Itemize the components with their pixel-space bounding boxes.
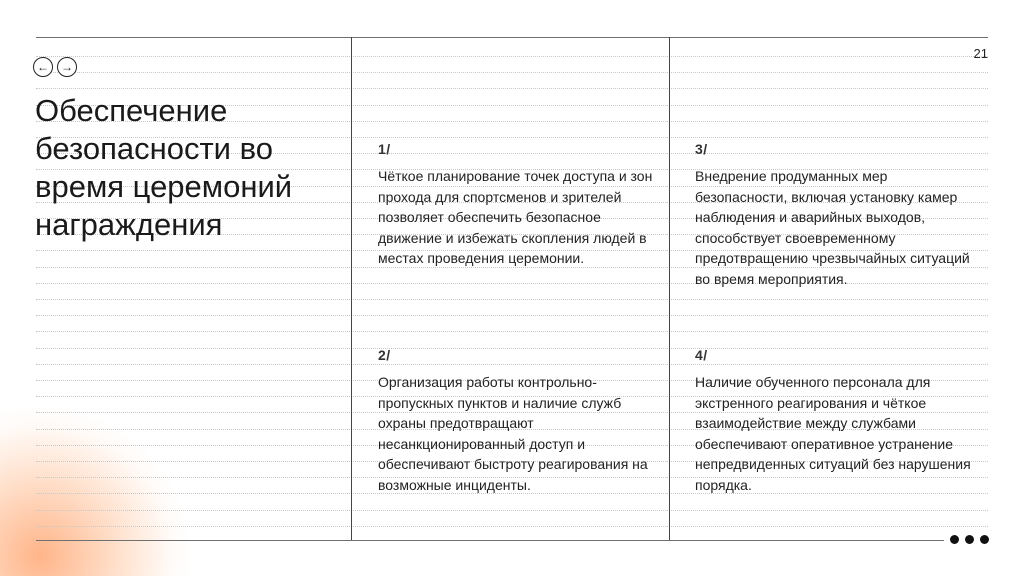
back-glyph: ← bbox=[37, 60, 49, 74]
dotted-rule-line bbox=[36, 299, 988, 300]
card-1 bbox=[378, 141, 663, 269]
dotted-rule-line bbox=[36, 510, 988, 511]
dot bbox=[965, 535, 974, 544]
dot bbox=[980, 535, 989, 544]
arrow-right-circle-icon[interactable] bbox=[57, 57, 77, 77]
dotted-rule-line bbox=[36, 331, 988, 332]
dot bbox=[950, 535, 959, 544]
dotted-rule-line bbox=[36, 72, 988, 73]
card-number: 1/ bbox=[378, 141, 391, 157]
slide-navigation bbox=[33, 57, 77, 77]
column-divider-left bbox=[351, 37, 352, 540]
card-number: 4/ bbox=[695, 347, 708, 363]
bottom-rule bbox=[36, 540, 944, 541]
more-dots-icon[interactable] bbox=[950, 535, 989, 544]
dotted-rule-line bbox=[36, 88, 988, 89]
dotted-rule-line bbox=[36, 526, 988, 527]
card-text: Организация работы контрольно-пропускных пунктов и наличие служб охраны предотвращают несанкционированный доступ и обеспечивают быстроту реагирования на возможные инциденты. bbox=[378, 374, 648, 493]
card-number: 2/ bbox=[378, 347, 391, 363]
card-2 bbox=[378, 347, 663, 495]
card-text: Внедрение продуманных мер безопасности, включая установку камер наблюдения и аварийных выходов, способствует своевременному предотвращению чрезвычайных ситуаций во время мероприятия. bbox=[695, 168, 970, 287]
top-rule bbox=[36, 37, 988, 38]
forward-glyph: → bbox=[61, 60, 73, 74]
card-number: 3/ bbox=[695, 141, 708, 157]
column-divider-right bbox=[669, 37, 670, 540]
arrow-left-circle-icon[interactable] bbox=[33, 57, 53, 77]
card-4 bbox=[695, 347, 980, 495]
page-number: 21 bbox=[973, 46, 988, 61]
dotted-rule-line bbox=[36, 56, 988, 57]
dotted-rule-line bbox=[36, 315, 988, 316]
card-3 bbox=[695, 141, 980, 289]
card-text: Чёткое планирование точек доступа и зон прохода для спортсменов и зрителей позволяет обеспечить безопасное движение и избежать скопления людей в местах проведения церемонии. bbox=[378, 168, 653, 266]
page-title: Обеспечение безопасности во время церемоний награждения bbox=[35, 93, 293, 242]
orange-glow-decoration bbox=[0, 406, 190, 576]
card-text: Наличие обученного персонала для экстренного реагирования и чёткое взаимодействие между службами обеспечивают оперативное устранение непредвиденных ситуаций без нарушения порядка. bbox=[695, 374, 971, 493]
